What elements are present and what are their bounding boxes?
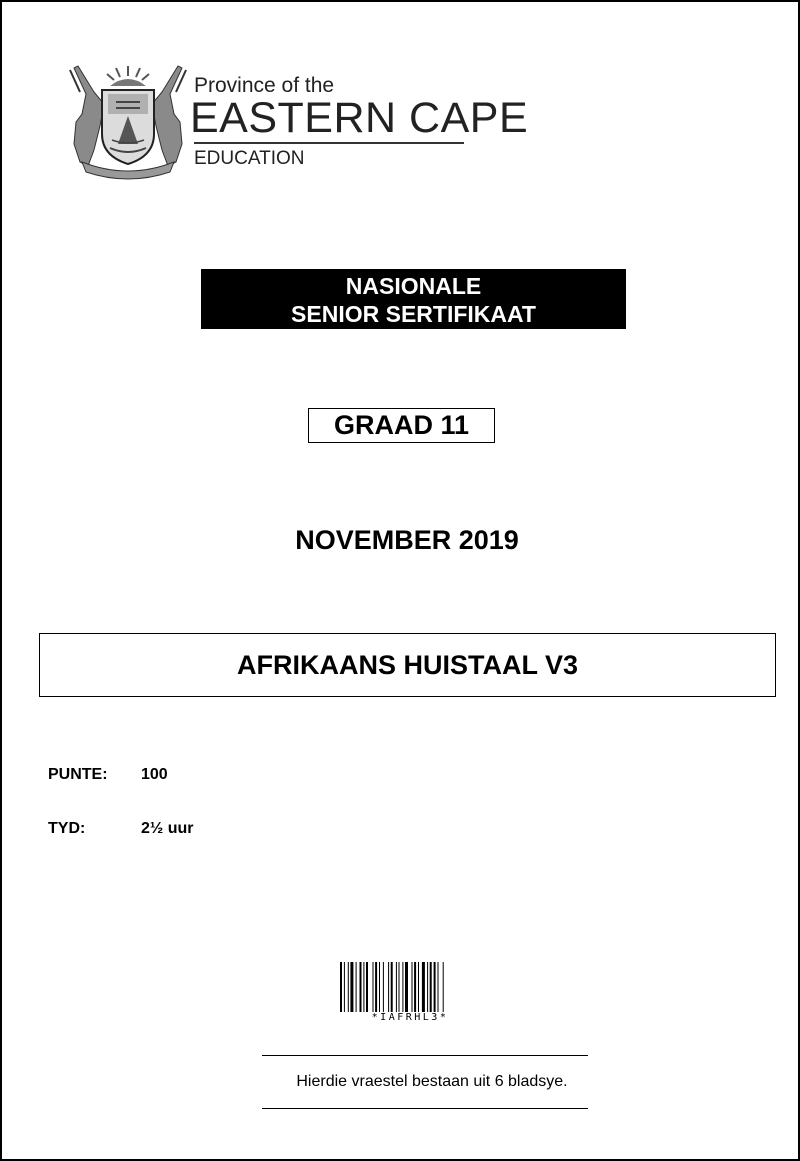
logo-province-text: Province of the: [194, 74, 335, 97]
marks-label: PUNTE:: [48, 766, 108, 783]
grade-box: GRAAD 11: [308, 408, 495, 443]
logo-education-text: EDUCATION: [194, 148, 305, 169]
footer-bottom-rule: [262, 1108, 588, 1109]
certificate-line-2: SENIOR SERTIFIKAAT: [291, 301, 536, 327]
barcode: [340, 962, 480, 1012]
barcode-text: *IAFRHL3*: [371, 1012, 449, 1023]
logo-divider: [194, 142, 464, 144]
footer-top-rule: [262, 1055, 588, 1056]
certificate-line-1: NASIONALE: [345, 273, 482, 299]
time-label: TYD:: [48, 820, 86, 837]
page-count-note: Hierdie vraestel bestaan uit 6 bladsye.: [296, 1073, 568, 1090]
time-value: 2½ uur: [141, 820, 194, 837]
subject-title-box: AFRIKAANS HUISTAAL V3: [39, 633, 776, 697]
department-logo: [60, 64, 529, 184]
coat-of-arms-icon: [60, 64, 196, 180]
certificate-banner: [201, 269, 626, 329]
exam-date: NOVEMBER 2019: [295, 525, 519, 555]
logo-eastern-cape-text: EASTERN CAPE: [190, 94, 529, 142]
marks-value: 100: [141, 766, 168, 783]
